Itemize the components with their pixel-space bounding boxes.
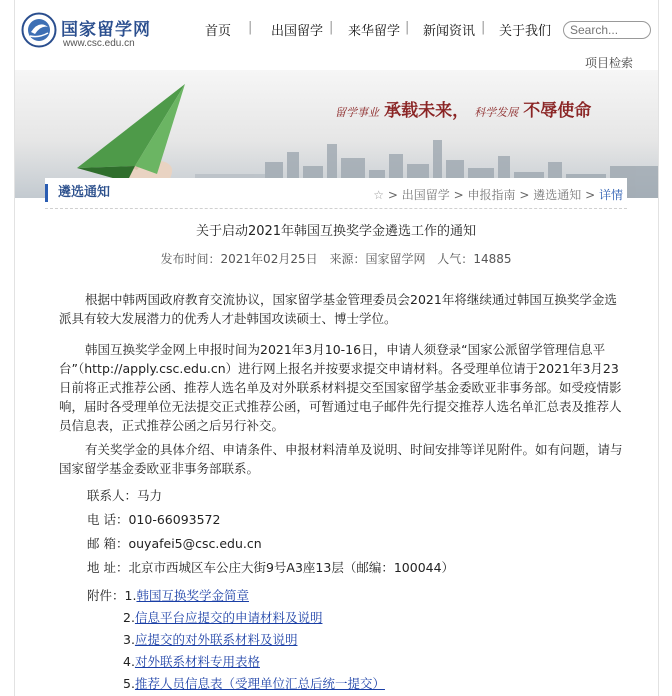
attachment-num: 4.	[123, 654, 135, 669]
slogan-small-1: 留学事业	[335, 106, 379, 119]
page-container	[14, 0, 659, 696]
breadcrumb-selection-notice[interactable]: 遴选通知	[533, 188, 582, 202]
contact-person: 联系人：马力	[87, 488, 163, 503]
breadcrumb-detail: 详情	[598, 188, 623, 202]
attachments-label: 附件：	[87, 588, 125, 603]
publish-date	[161, 252, 318, 266]
article-paragraph-2: 韩国互换奖学金网上申报时间为2021年3月10-16日，申请人须登录“国家公派留学管理信息平台”（http://apply.csc.edu.cn）进行网上报名并按要求提交申请材料。各受理单位请于2021年3月23日前将正式推荐公函、推荐人选名单及对外联系材料提交至国家留学基金委欧亚非事务部。如受疫情影响，届时各受理单位无法提交正式推荐公函，可暂通过电子邮件先行提交推荐人选名单汇总表及推荐人员信息表，正式推荐公函之后另行补交。	[59, 342, 622, 433]
attachment-link-4[interactable]: 对外联系材料专用表格	[134, 654, 260, 669]
attachment-link-2[interactable]: 信息平台应提交的申请材料及说明	[134, 610, 323, 625]
banner-slogan	[335, 96, 591, 121]
title-divider	[45, 208, 627, 209]
source-label: 来源：	[329, 252, 366, 266]
logo-text: 国家留学网	[61, 20, 151, 40]
slogan-small-2: 科学发展	[474, 106, 519, 119]
attachment-link-5[interactable]: 推荐人员信息表（受理单位汇总后统一提交）	[134, 676, 385, 691]
breadcrumb-application-guide[interactable]: 申报指南	[467, 188, 516, 202]
breadcrumb-sep: >	[585, 188, 596, 202]
nav-study-in-china[interactable]: 来华留学	[348, 24, 401, 39]
publish-label: 发布时间：	[160, 252, 221, 266]
nav-separator: |	[329, 20, 334, 35]
attachment-link-1[interactable]: 韩国互换奖学金简章	[136, 588, 249, 603]
project-search-link[interactable]: 项目检索	[585, 56, 634, 70]
attachment-num: 1.	[124, 588, 137, 603]
content-panel	[45, 178, 627, 696]
article-paragraph-3: 有关奖学金的具体介绍、申请条件、申报材料清单及说明、时间安排等详见附件。如有问题，请与国家留学基金委欧亚非事务部联系。	[59, 442, 623, 476]
attachment-row-1	[87, 586, 249, 604]
article-paragraph-1: 根据中韩两国政府教育交流协议，国家留学基金管理委员会2021年将继续通过韩国互换奖学金选派具有较大发展潜力的优秀人才赴韩国攻读硕士、博士学位。	[59, 292, 617, 326]
attachment-row-5	[123, 674, 385, 692]
home-icon[interactable]: ☆	[373, 188, 385, 202]
article-meta	[45, 250, 627, 267]
views-value: 14885	[473, 252, 512, 266]
nav-separator: |	[248, 20, 253, 35]
nav-study-abroad[interactable]: 出国留学	[271, 24, 324, 39]
contact-address: 地 址：北京市西城区车公庄大街9号A3座13层（邮编：100044）	[87, 560, 455, 575]
logo-emblem-icon	[21, 12, 57, 48]
breadcrumb-sep: >	[453, 188, 464, 202]
source-value: 国家留学网	[365, 252, 426, 266]
attachment-num: 2.	[123, 610, 135, 625]
contact-phone: 电 话：010-66093572	[87, 512, 221, 527]
attachment-num: 3.	[123, 632, 135, 647]
attachment-row-2	[123, 608, 322, 626]
source	[329, 252, 425, 266]
nav-about-us[interactable]: 关于我们	[499, 24, 552, 39]
breadcrumb-sep: >	[519, 188, 530, 202]
slogan-large-2: 不辱使命	[523, 101, 592, 121]
slogan-large-1: 承载未来，	[384, 101, 470, 121]
nav-separator: |	[405, 20, 410, 35]
nav-news[interactable]: 新闻资讯	[423, 24, 476, 39]
article-title: 关于启动2021年韩国互换奖学金遴选工作的通知	[195, 224, 477, 239]
attachment-row-4	[123, 652, 260, 670]
breadcrumb	[373, 186, 623, 203]
publish-date-value: 2021年02月25日	[220, 252, 318, 266]
attachment-link-3[interactable]: 应提交的对外联系材料及说明	[134, 632, 298, 647]
site-header	[15, 0, 658, 70]
nav-home[interactable]: 首页	[205, 24, 232, 39]
attachment-num: 5.	[123, 676, 135, 691]
breadcrumb-sep: >	[387, 188, 398, 202]
nav-separator: |	[481, 20, 486, 35]
view-count	[437, 252, 511, 266]
contact-email: 邮 箱：ouyafei5@csc.edu.cn	[87, 536, 262, 551]
attachment-row-3	[123, 630, 297, 648]
search-input[interactable]	[563, 21, 651, 39]
breadcrumb-study-abroad[interactable]: 出国留学	[401, 188, 450, 202]
logo-url: www.csc.edu.cn	[63, 38, 135, 49]
views-label: 人气：	[437, 252, 474, 266]
section-title: 遴选通知	[45, 184, 110, 202]
site-logo[interactable]	[21, 12, 171, 52]
